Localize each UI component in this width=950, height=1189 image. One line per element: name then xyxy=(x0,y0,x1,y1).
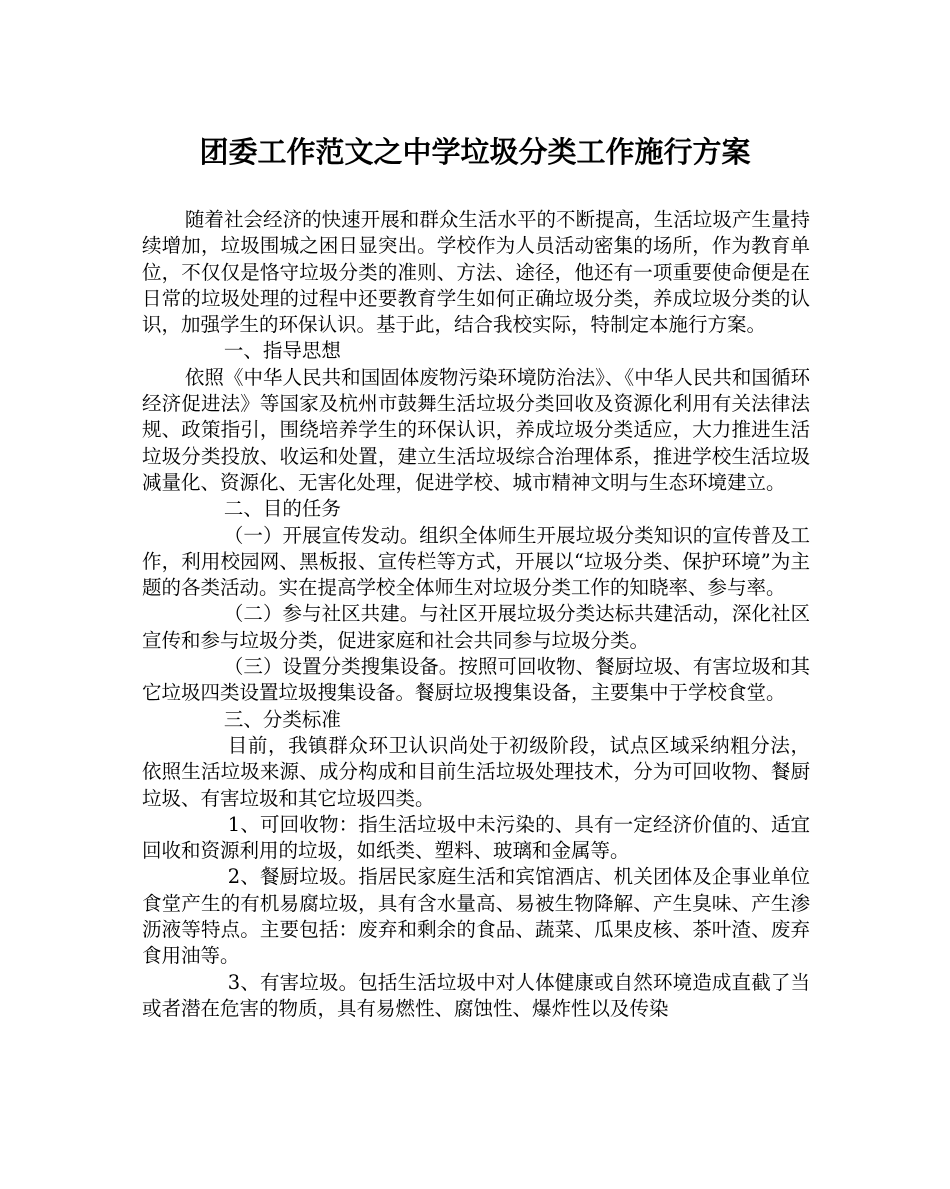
classification-item-hazardous: 3、有害垃圾。包括生活垃圾中对人体健康或自然环境造成直截了当或者潜在危害的物质，具有易燃性、腐蚀性、爆炸性以及传染 xyxy=(142,970,810,1020)
section-heading-guiding-ideology: 一、指导思想 xyxy=(223,339,341,363)
intro-paragraph: 随着社会经济的快速开展和群众生活水平的不断提高，生活垃圾产生量持续增加，垃圾围城之困日显突出。学校作为人员活动密集的场所，作为教育单位，不仅仅是恪守垃圾分类的准则、方法、途径，他还有一项重要使命便是在日常的垃圾处理的过程中还要教育学生如何正确垃圾分类，养成垃圾分类的认识，加强学生的环保认识。基于此，结合我校实际，特制定本施行方案。 xyxy=(142,208,810,337)
section-heading-objectives: 二、目的任务 xyxy=(223,497,341,521)
section-heading-classification: 三、分类标准 xyxy=(223,707,341,731)
objective-paragraph-facilities: （三）设置分类搜集设备。按照可回收物、餐厨垃圾、有害垃圾和其它垃圾四类设置垃圾搜集设备。餐厨垃圾搜集设备，主要集中于学校食堂。 xyxy=(142,655,810,705)
guiding-ideology-paragraph: 依照《中华人民共和国固体废物污染环境防治法》、《中华人民共和国循环经济促进法》等国家及杭州市鼓舞生活垃圾分类回收及资源化利用有关法律法规、政策指引，围绕培养学生的环保认识，养成垃圾分类适应，大力推进生活垃圾分类投放、收运和处置，建立生活垃圾综合治理体系，推进学校生活垃圾减量化、资源化、无害化处理，促进学校、城市精神文明与生态环境建立。 xyxy=(142,365,810,494)
document-title: 团委工作范文之中学垃圾分类工作施行方案 xyxy=(199,135,751,169)
classification-intro-paragraph: 目前，我镇群众环卫认识尚处于初级阶段，试点区域采纳粗分法，依照生活垃圾来源、成分构成和目前生活垃圾处理技术，分为可回收物、餐厨垃圾、有害垃圾和其它垃圾四类。 xyxy=(142,733,810,810)
objective-paragraph-publicity: （一）开展宣传发动。组织全体师生开展垃圾分类知识的宣传普及工作，利用校园网、黑板报、宣传栏等方式，开展以“垃圾分类、保护环境”为主题的各类活动。实在提高学校全体师生对垃圾分类工作的知晓率、参与率。 xyxy=(142,523,810,600)
classification-item-recyclables: 1、可回收物：指生活垃圾中未污染的、具有一定经济价值的、适宜回收和资源利用的垃圾，如纸类、塑料、玻璃和金属等。 xyxy=(142,812,810,863)
objective-paragraph-community: （二）参与社区共建。与社区开展垃圾分类达标共建活动，深化社区宣传和参与垃圾分类，促进家庭和社会共同参与垃圾分类。 xyxy=(142,602,810,652)
document-body xyxy=(142,207,810,1022)
classification-item-kitchen-waste: 2、餐厨垃圾。指居民家庭生活和宾馆酒店、机关团体及企事业单位食堂产生的有机易腐垃圾，具有含水量高、易被生物降解、产生臭味、产生渗沥液等特点。主要包括：废弃和剩余的食品、蔬菜、瓜果皮核、茶叶渣、废弃食用油等。 xyxy=(142,865,810,968)
